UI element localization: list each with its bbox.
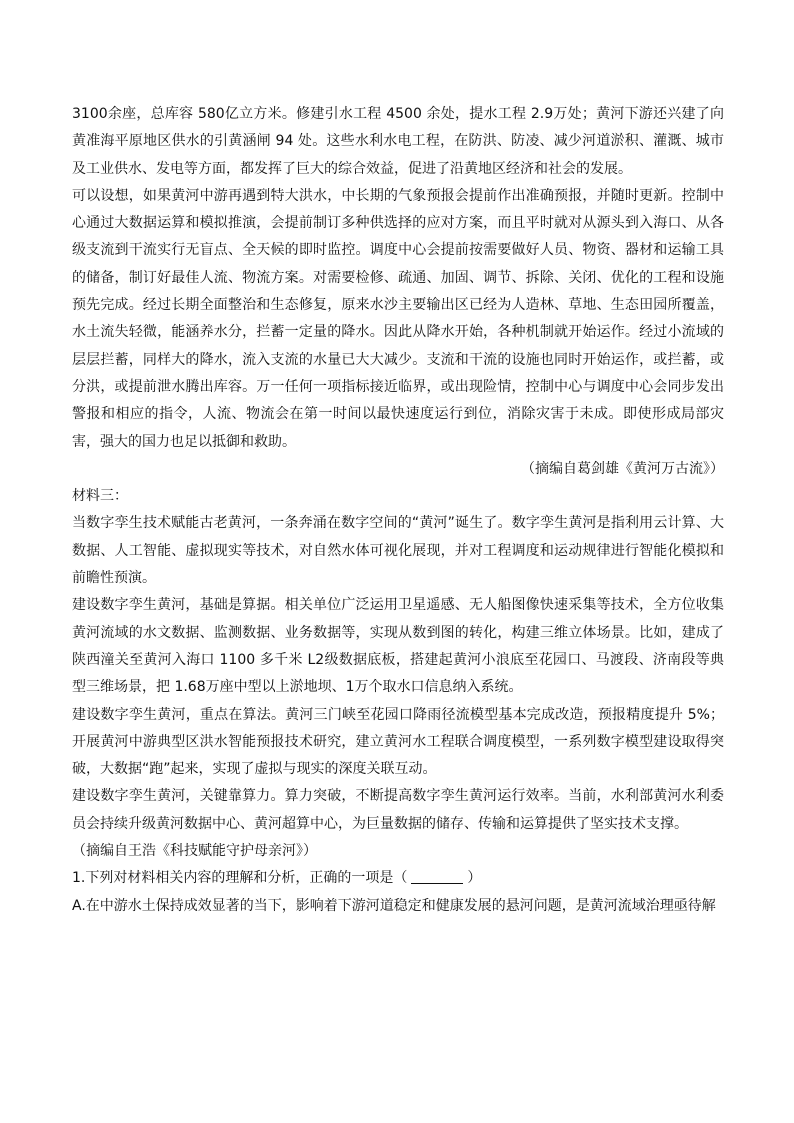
question-1-stem (72, 865, 724, 892)
document-body (72, 101, 724, 920)
paragraph-computing-power: 建设数字孪生黄河，关键靠算力。算力突破，不断提高数字孪生黄河运行效率。当前，水利部黄河水利委员会持续升级黄河数据中心、黄河超算中心，为巨量数据的储存、传输和运算提供了坚实技术支撑。 (72, 788, 724, 832)
question-1-close: ） (467, 870, 482, 887)
source-citation-material2: （摘编自葛剑雄《黄河万古流》） (521, 460, 724, 477)
question-1-text: 1.下列对材料相关内容的理解和分析，正确的一项是（ (72, 870, 408, 887)
material3-heading: 材料三： (72, 488, 128, 505)
paragraph-engineering-summary: 3100余座，总库容 580亿立方米。修建引水工程 4500 余处，提水工程 2.9万处；黄河下游还兴建了向黄准海平原地区供水的引黄涵闸 94 处。这些水利水电工程，在防洪、防凌、减少河道淤积、灌溉、城市及工业供水、发电等方面，都发挥了巨大的综合效益，促进了沿黄地区经济和社会的发展。 (72, 106, 724, 177)
paragraph-flood-scenario: 可以设想，如果黄河中游再遇到特大洪水，中长期的气象预报会提前作出准确预报，并随时更新。控制中心通过大数据运算和模拟推演，会提前制订多种供选择的应对方案，而且平时就对从源头到入海口、从各级支流到干流实行无盲点、全天候的即时监控。调度中心会提前按需要做好人员、物资、器材和运输工具的储备，制订好最佳人流、物流方案。对需要检修、疏通、加固、调节、拆除、关闭、优化的工程和设施预先完成。经过长期全面整治和生态修复，原来水沙主要输出区已经为人造林、草地、生态田园所覆盖，水土流失轻微，能涵养水分，拦蓄一定量的降水。因此从降水开始，各种机制就开始运作。经过小流域的层层拦蓄，同样大的降水，流入支流的水量已大大减少。支流和干流的设施也同时开始运作，或拦蓄，或分洪，或提前泄水腾出库容。万一任何一项指标接近临界，或出现险情，控制中心与调度中心会同步发出警报和相应的指令，人流、物流会在第一时间以最快速度运行到位，消除灾害于未成。即使形成局部灾害，强大的国力也足以抵御和救助。 (72, 187, 724, 450)
paragraph-digital-twin-intro: 当数字孪生技术赋能古老黄河，一条奔涌在数字空间的“黄河”诞生了。数字孪生黄河是指利用云计算、大数据、人工智能、虚拟现实等技术，对自然水体可视化展现，并对工程调度和运动规律进行智能化模拟和前瞻性预演。 (72, 515, 724, 587)
answer-blank[interactable] (411, 869, 463, 884)
source-citation-material3: （摘编自王浩《科技赋能守护母亲河》） (72, 843, 317, 860)
paragraph-algorithm: 建设数字孪生黄河，重点在算法。黄河三门峡至花园口降雨径流模型基本完成改造，预报精度提升 5%；开展黄河中游典型区洪水智能预报技术研究，建立黄河水工程联合调度模型，一系列数字模型建设取得突破，大数据“跑”起来，实现了虚拟与现实的深度关联互动。 (72, 706, 724, 778)
paragraph-data-basis: 建设数字孪生黄河，基础是算据。相关单位广泛运用卫星遥感、无人船图像快速采集等技术，全方位收集黄河流域的水文数据、监测数据、业务数据等，实现从数到图的转化，构建三维立体场景。比如，建成了陕西潼关至黄河入海口 1100 多千米 L2级数据底板，搭建起黄河小浪底至花园口、马渡段、济南段等典型三维场景，把 1.68万座中型以上淤地坝、1万个取水口信息纳入系统。 (72, 597, 724, 696)
option-a: A.在中游水土保持成效显著的当下，影响着下游河道稳定和健康发展的悬河问题，是黄河流域治理亟待解 (72, 897, 716, 914)
